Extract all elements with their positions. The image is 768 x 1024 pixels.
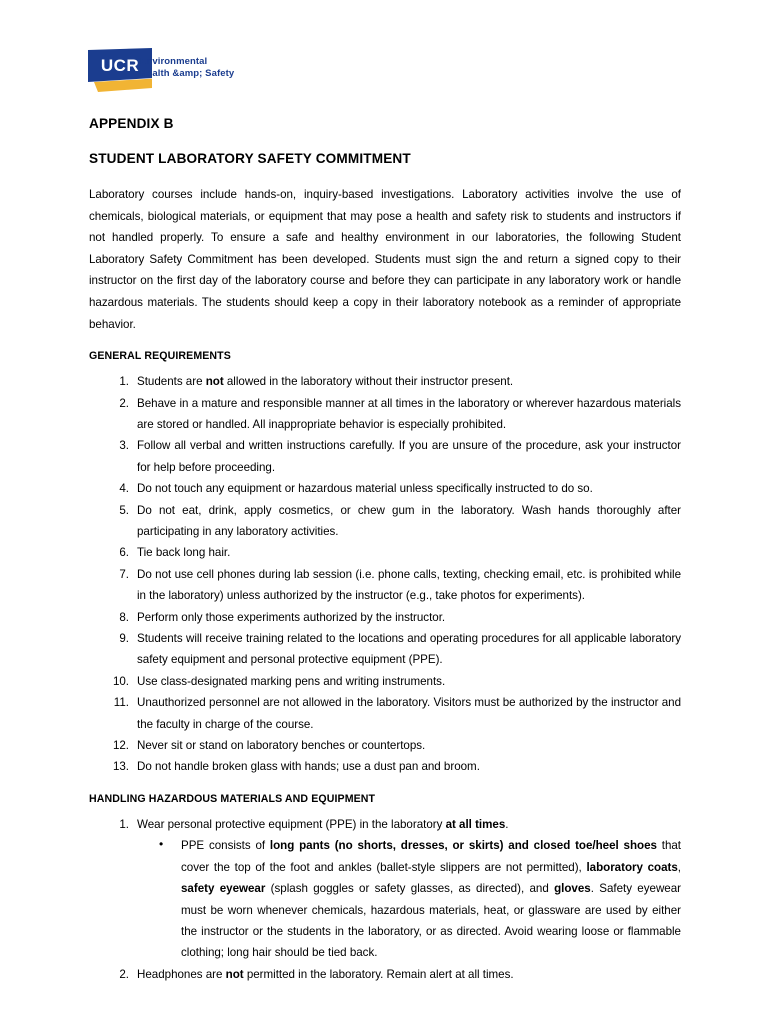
list-item-number: 1.: [119, 817, 129, 831]
list-item: [89, 607, 681, 628]
emphasis-safety-eyewear: safety eyewear: [181, 882, 266, 896]
list-item-text: [181, 835, 681, 963]
ppe-sub-list: [137, 835, 681, 963]
text-segment: that cover the top of the foot and ankles (ballet-style slippers are not permitted),: [181, 839, 681, 874]
list-item: [89, 692, 681, 735]
bullet-icon: •: [159, 837, 164, 852]
list-item-number: 8.: [119, 610, 129, 624]
list-item-text: Do not eat, drink, apply cosmetics, or chew gum in the laboratory. Wash hands thoroughly after participating in any laboratory activities.: [137, 503, 681, 538]
list-item: [89, 756, 681, 777]
list-item: [89, 628, 681, 671]
list-item-text: Follow all verbal and written instructions carefully. If you are unsure of the procedure, ask your instructor for help before proceeding.: [137, 439, 681, 474]
list-item: [89, 964, 681, 985]
intro-paragraph: Laboratory courses include hands-on, inquiry-based investigations. Laboratory activities involve the use of chemicals, biological materials, or equipment that may pose a health and safety risk to students and instructors if not handled properly. To ensure a safe and healthy environment in our laboratories, the following Student Laboratory Safety Commitment has been developed. Students must sign the and return a signed copy to their instructor on the first day of the laboratory course and before they can participate in any laboratory work or handle hazardous materials. The students should keep a copy in their laboratory notebook as a reminder of appropriate behavior.: [89, 188, 681, 331]
list-item-text: Do not handle broken glass with hands; use a dust pan and broom.: [137, 760, 480, 774]
list-item-text: Use class-designated marking pens and writing instruments.: [137, 674, 446, 688]
emphasis-gloves: gloves: [554, 882, 591, 896]
list-item: [89, 435, 681, 478]
logo-line-2: Health &amp; Safety: [140, 67, 235, 79]
list-item-text: Tie back long hair.: [137, 546, 231, 560]
svg-text:UCR: UCR: [100, 56, 140, 75]
ucr-ehs-logo: [88, 48, 348, 98]
list-item-text: [137, 371, 681, 392]
text-segment: Students are: [137, 375, 206, 389]
list-item: [89, 735, 681, 756]
emphasis-not: not: [225, 967, 244, 981]
list-item-number: 13.: [112, 760, 129, 774]
emphasis-laboratory-coats: laboratory coats: [586, 860, 678, 874]
text-segment: . Safety eyewear must be worn whenever chemicals, hazardous materials, heat, or glassware are used by either the instructor or the students in the laboratory, or as directed. Avoid wearing loose or flammable clothing; long hair should be tied back.: [181, 882, 681, 960]
document-body: [89, 116, 681, 985]
text-segment: (splash goggles or safety glasses, as directed), and: [265, 882, 555, 896]
list-item-text: Students will receive training related to the locations and operating procedures for all applicable laboratory safety equipment and personal protective equipment (PPE).: [137, 632, 681, 667]
section-heading-general-requirements: GENERAL REQUIREMENTS: [89, 350, 231, 363]
list-item: [89, 814, 681, 964]
list-item-number: 2.: [119, 396, 129, 410]
list-item: [89, 500, 681, 543]
list-item: [89, 478, 681, 499]
list-item: [89, 371, 681, 392]
list-item: [89, 542, 681, 563]
emphasis-not: not: [205, 375, 224, 389]
text-segment: PPE consists of: [181, 839, 270, 853]
text-segment: Wear personal protective equipment (PPE) in the laboratory: [137, 817, 446, 831]
list-item-text: Never sit or stand on laboratory benches or countertops.: [137, 739, 426, 753]
text-segment: Headphones are: [137, 967, 226, 981]
list-item: [137, 835, 681, 963]
list-item-text: Do not touch any equipment or hazardous material unless specifically instructed to do so.: [137, 482, 593, 496]
emphasis-clothing-requirements: long pants (no shorts, dresses, or skirts) and closed toe/heel shoes: [269, 839, 657, 853]
list-item-number: 4.: [119, 482, 129, 496]
list-item: [89, 671, 681, 692]
list-item-text: Do not use cell phones during lab session (i.e. phone calls, texting, checking email, etc. is prohibited while in the laboratory) unless authorized by the instructor (e.g., take photos for experiments).: [137, 567, 681, 603]
handling-hazardous-materials-list: [89, 814, 681, 985]
list-item-text: [137, 814, 681, 835]
list-item-number: 9.: [119, 632, 129, 646]
text-segment: ,: [677, 860, 681, 874]
list-item: [89, 564, 681, 607]
list-item-number: 12.: [112, 739, 129, 753]
general-requirements-list: [89, 371, 681, 778]
text-segment: .: [505, 817, 509, 831]
text-segment: allowed in the laboratory without their instructor present.: [223, 375, 514, 389]
text-segment: permitted in the laboratory. Remain alert at all times.: [243, 967, 514, 981]
list-item-number: 1.: [119, 375, 129, 389]
appendix-heading: APPENDIX B: [89, 116, 174, 131]
list-item-text: [137, 964, 681, 985]
list-item-number: 3.: [119, 439, 129, 453]
list-item-number: 10.: [112, 674, 129, 688]
page-title: STUDENT LABORATORY SAFETY COMMITMENT: [89, 151, 411, 166]
emphasis-at-all-times: at all times: [445, 817, 506, 831]
logo-wordmark: [140, 56, 234, 79]
list-item-text: Unauthorized personnel are not allowed in the laboratory. Visitors must be authorized by the instructor and the faculty in charge of the course.: [137, 696, 681, 731]
list-item-text: Perform only those experiments authorized by the instructor.: [137, 610, 446, 624]
list-item-number: 6.: [119, 546, 129, 560]
list-item-number: 11.: [113, 696, 129, 710]
list-item-number: 2.: [119, 967, 129, 981]
list-item-text: Behave in a mature and responsible manner at all times in the laboratory or wherever hazardous materials are stored or handled. All inappropriate behavior is especially prohibited.: [137, 396, 681, 431]
list-item: [89, 393, 681, 436]
section-heading-handling-hazardous-materials: HANDLING HAZARDOUS MATERIALS AND EQUIPMENT: [89, 792, 376, 805]
list-item-number: 5.: [119, 503, 129, 517]
list-item-number: 7.: [119, 567, 129, 581]
logo-line-1: Environmental: [140, 56, 208, 67]
